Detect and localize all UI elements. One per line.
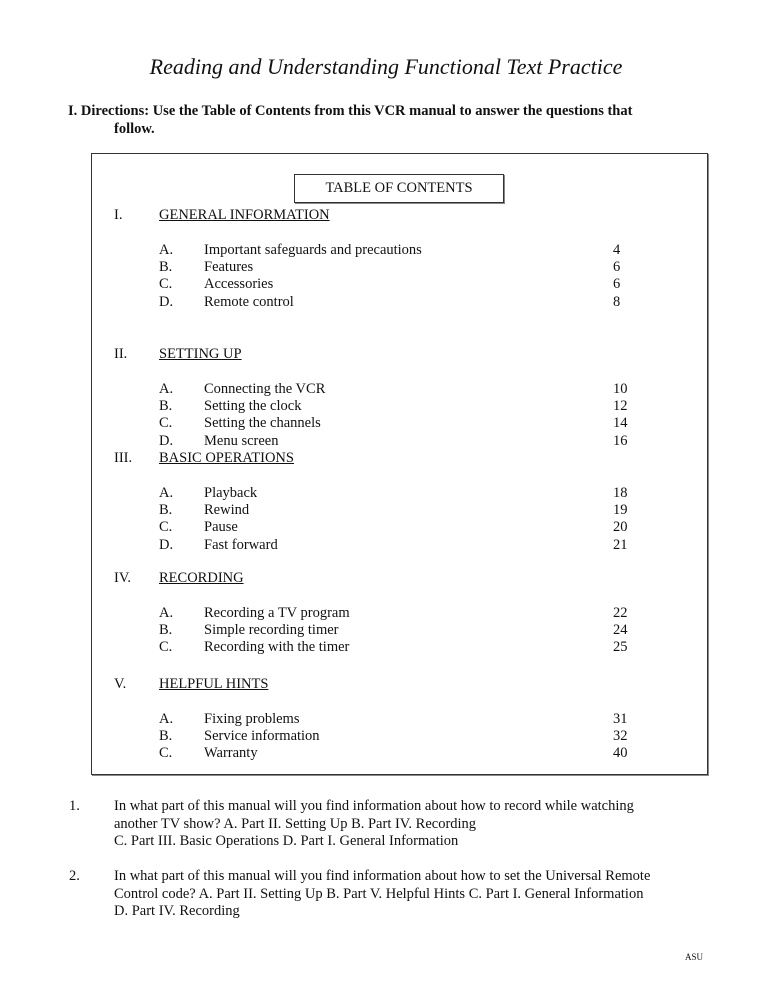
toc-item-label: Playback: [204, 485, 258, 501]
footer-label: ASU: [685, 952, 704, 962]
section-number: III.: [114, 450, 133, 466]
toc-item-label: Menu screen: [204, 432, 279, 449]
toc-item-letter: C.: [159, 276, 173, 293]
toc-item-letter: A.: [159, 485, 174, 501]
toc-item-letter: B.: [159, 728, 173, 745]
question-text: C. Part III. Basic Operations D. Part I. General Information: [114, 833, 459, 849]
toc-item-page: 14: [613, 415, 628, 432]
directions-line-2: follow.: [114, 121, 155, 137]
section-number: IV.: [114, 570, 132, 586]
directions-line-1: I. Directions: Use the Table of Contents from this VCR manual to answer the questions that: [68, 103, 633, 119]
section-title: GENERAL INFORMATION: [159, 207, 330, 223]
toc-item-page: 40: [613, 745, 628, 762]
toc-item-letter: B.: [159, 622, 173, 639]
toc-item-page: 20: [613, 519, 628, 536]
toc-item-page: 32: [613, 728, 628, 745]
question-text: Control code? A. Part II. Setting Up B. Part V. Helpful Hints C. Part I. General Information: [114, 885, 644, 902]
toc-item-letter: B.: [159, 259, 173, 276]
toc-item-page: 22: [613, 605, 628, 621]
toc-item-label: Fixing problems: [204, 711, 300, 727]
section-number: V.: [114, 676, 127, 692]
toc-item-letter: A.: [159, 711, 174, 727]
question-text: D. Part IV. Recording: [114, 903, 240, 919]
toc-item-letter: B.: [159, 502, 173, 519]
toc-item-label: Remote control: [204, 293, 294, 310]
toc-item-page: 21: [613, 536, 628, 553]
toc-item-letter: B.: [159, 398, 173, 415]
question-number: 2.: [69, 868, 80, 884]
page-title: Reading and Understanding Functional Text Practice: [149, 54, 623, 79]
question-number: 1.: [69, 798, 80, 814]
toc-heading: TABLE OF CONTENTS: [294, 174, 504, 203]
toc-item-letter: D.: [159, 432, 174, 449]
toc-item-letter: C.: [159, 745, 173, 762]
toc-item-letter: D.: [159, 293, 174, 310]
toc-item-page: 6: [613, 259, 621, 276]
toc-item-letter: C.: [159, 415, 173, 432]
toc-item-label: Fast forward: [204, 536, 278, 553]
toc-item-label: Pause: [204, 519, 238, 536]
toc-item-page: 24: [613, 622, 628, 639]
toc-item-label: Recording a TV program: [204, 605, 350, 621]
section-number: II.: [114, 346, 128, 362]
toc-item-label: Features: [204, 259, 254, 276]
section-title: SETTING UP: [159, 346, 242, 362]
section-title: BASIC OPERATIONS: [159, 450, 294, 466]
toc-item-label: Warranty: [204, 745, 258, 762]
toc-item-page: 4: [613, 242, 621, 258]
toc-item-label: Connecting the VCR: [204, 381, 326, 397]
section-title: HELPFUL HINTS: [159, 676, 269, 692]
toc-item-page: 19: [613, 502, 628, 519]
toc-item-letter: D.: [159, 536, 174, 553]
question-text: In what part of this manual will you find information about how to record while watching: [114, 798, 634, 814]
toc-item-page: 12: [613, 398, 628, 415]
toc-item-page: 6: [613, 276, 621, 293]
toc-item-page: 31: [613, 711, 628, 727]
toc-item-label: Rewind: [204, 502, 250, 519]
toc-item-label: Service information: [204, 728, 320, 745]
toc-item-letter: A.: [159, 605, 174, 621]
toc-item-page: 16: [613, 432, 628, 449]
question-text: In what part of this manual will you find information about how to set the Universal Remote: [114, 868, 651, 884]
toc-item-label: Setting the clock: [204, 398, 302, 415]
toc-item-letter: C.: [159, 519, 173, 536]
toc-item-label: Recording with the timer: [204, 639, 350, 656]
section-number: I.: [114, 207, 123, 223]
toc-item-page: 18: [613, 485, 628, 501]
toc-item-page: 8: [613, 293, 621, 310]
toc-item-letter: A.: [159, 242, 174, 258]
toc-item-page: 10: [613, 381, 628, 397]
toc-item-letter: A.: [159, 381, 174, 397]
toc-item-label: Accessories: [204, 276, 274, 293]
toc-item-label: Simple recording timer: [204, 622, 339, 639]
toc-item-letter: C.: [159, 639, 173, 656]
toc-item-page: 25: [613, 639, 628, 656]
toc-item-label: Important safeguards and precautions: [204, 242, 422, 258]
section-title: RECORDING: [159, 570, 244, 586]
question-text: another TV show? A. Part II. Setting Up B. Part IV. Recording: [114, 815, 477, 832]
toc-item-label: Setting the channels: [204, 415, 321, 432]
